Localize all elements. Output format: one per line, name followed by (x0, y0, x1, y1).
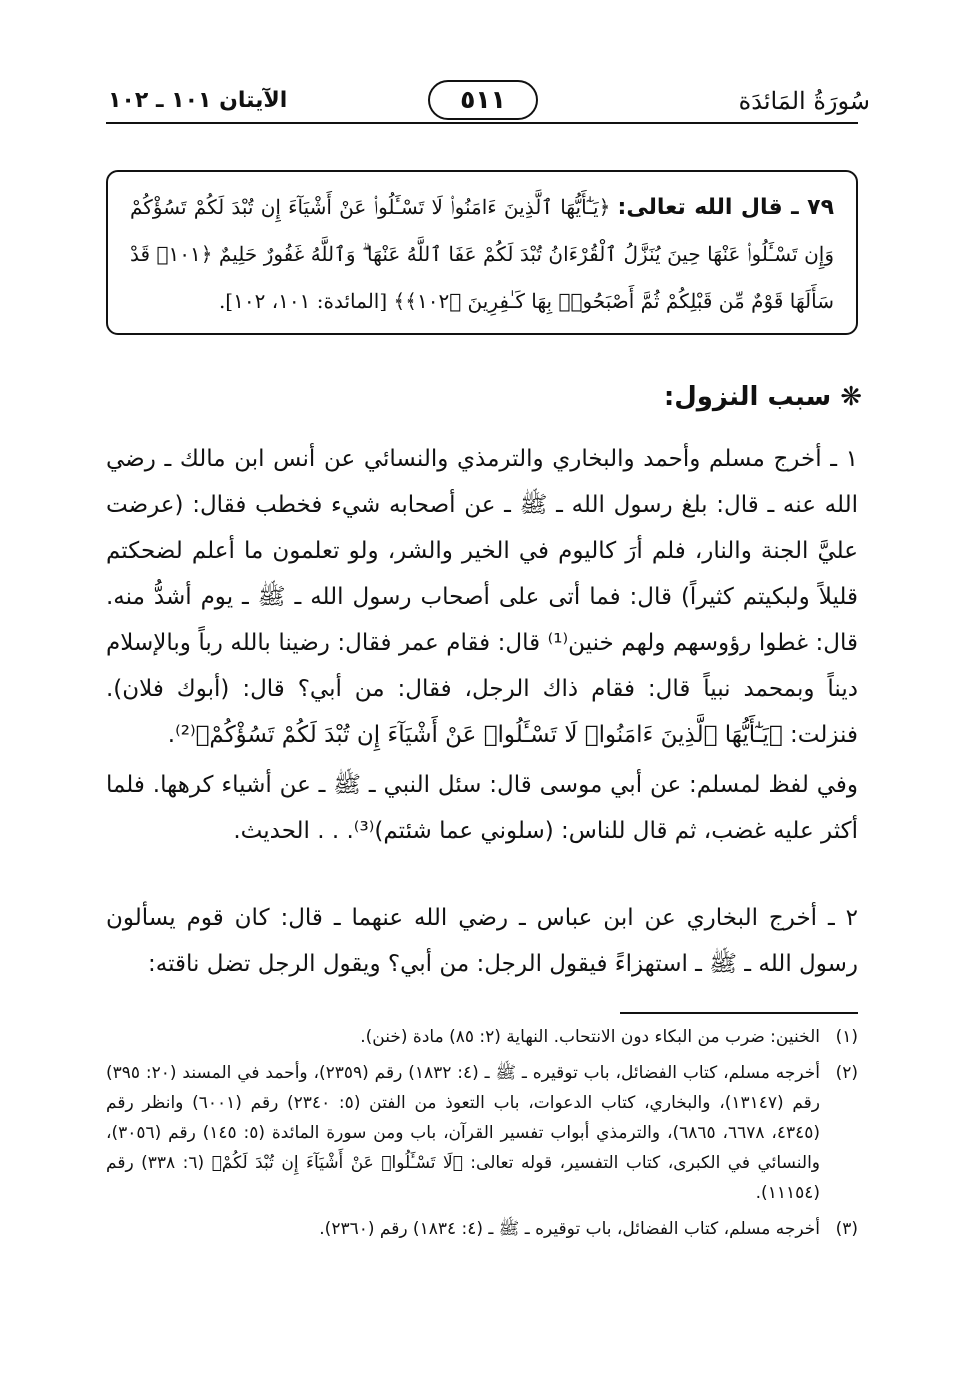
paragraph-3: ٢ ـ أخرج البخاري عن ابن عباس ـ رضي الله عنهما ـ قال: كان قوم يسألون رسول الله ـ ﷺ ـ استهزاءً فيقول الرجل: من أبي؟ ويقول الرجل تضل ناقته: (106, 905, 858, 977)
paragraph-1: ١ ـ أخرج مسلم وأحمد والبخاري والترمذي والنسائي عن أنس ابن مالك ـ رضي الله عنه ـ قال: بلغ رسول الله ـ ﷺ ـ عن أصحابه شيء فخطب فقال: (عرضت عليَّ الجنة والنار، فلم أرَ كاليوم في الخير والشر، ولو تعلمون ما أعلم لضحكتم قليلاً ولبكيتم كثيراً) قال: فما أتى على أصحاب رسول الله ـ ﷺ ـ يوم أشدُّ منه. قال: غطوا رؤوسهم ولهم خنين⁽¹⁾ قال: فقام عمر فقال: رضينا بالله رباً وبالإسلام ديناً وبمحمد نبياً قال: فقام ذاك الرجل، فقال: من أبي؟ قال: (أبوك فلان). فنزلت: ﴿يَـٰٓأَيُّهَا ٱلَّذِينَ ءَامَنُوا۟ لَا تَسْـَٔلُوا۟ عَنْ أَشْيَآءَ إِن تُبْدَ لَكُمْ تَسُؤْكُمْ﴾⁽²⁾. (106, 446, 859, 748)
footnote-separator (620, 1012, 858, 1014)
verse-label: ٧٩ ـ قال الله تعالى: (617, 195, 835, 220)
verse-text: ﴿يَـٰٓأَيُّهَا ٱلَّذِينَ ءَامَنُوا۟ لَا تَسْـَٔلُوا۟ عَنْ أَشْيَآءَ إِن تُبْدَ لَكُمْ تَسُؤْكُمْ وَإِن تَسْـَٔلُوا۟ عَنْهَا حِينَ يُنَزَّلُ ٱلْقُرْءَانُ تُبْدَ لَكُمْ عَفَا ٱللَّهُ عَنْهَا ۗ وَٱللَّهُ غَفُورٌ حَلِيمٌ ﴿١٠١﴾ قَدْ سَأَلَهَا قَوْمٌ مِّن قَبْلِكُمْ ثُمَّ أَصْبَحُوا۟ بِهَا كَـٰفِرِينَ ﴿١٠٢﴾﴾ [المائدة: ١٠١، ١٠٢]. (130, 195, 835, 313)
page-number: ٥١١ (428, 80, 538, 120)
section-heading: ❋ سبب النزول: (663, 382, 862, 412)
footnote-1 (106, 1022, 858, 1052)
header-divider (106, 122, 858, 124)
verse-box (106, 170, 858, 335)
footnote-text: أخرجه مسلم، كتاب الفضائل، باب توقيره ـ ﷺ ـ (٤: ١٨٣٤) رقم (٢٣٦٠). (319, 1219, 820, 1239)
footnotes (106, 1022, 858, 1250)
footnote-number: (٢) (835, 1063, 858, 1083)
footnote-text: الخنين: ضرب من البكاء دون الانتحاب. النهاية (٢: ٨٥) مادة (خنن). (360, 1027, 820, 1047)
paragraph-2: وفي لفظ لمسلم: عن أبي موسى قال: سئل النبي ـ ﷺ ـ عن أشياء كرهها. فلما أكثر عليه غضب، ثم قال للناس: (سلوني عما شئتم)⁽³⁾. . . الحديث. (106, 772, 858, 844)
footnote-text: أخرجه مسلم، كتاب الفضائل، باب توقيره ـ ﷺ ـ (٤: ١٨٣٢) رقم (٢٣٥٩)، وأحمد في المسند (٢٠: ٣٩٥) رقم (١٣١٤٧)، والبخاري، كتاب الدعوات، باب التعوذ من الفتن (٥: ٢٣٤٠) رقم (٦٠٠١) وانظر رقم (٤٣٤٥، ٦٦٧٨، ٦٨٦٥)، والترمذي أبواب تفسير القرآن، باب ومن سورة المائدة (٥: ١٤٥) رقم (٣٠٥٦)، والنسائي في الكبرى، كتاب التفسير، قوله تعالى: ﴿لَا تَسْـَٔلُوا۟ عَنْ أَشْيَآءَ إِن تُبْدَ لَكُمْ﴾ (٦: ٣٣٨) رقم (١١١٥٤). (106, 1063, 821, 1203)
footnote-3 (106, 1214, 858, 1244)
ayat-range: الآيتان ١٠١ ـ ١٠٢ (108, 88, 288, 113)
footnote-number: (١) (835, 1027, 858, 1047)
footnote-number: (٣) (835, 1219, 858, 1239)
footnote-2 (106, 1058, 858, 1208)
surah-title: سُورَةُ المَائدَة (738, 87, 870, 115)
